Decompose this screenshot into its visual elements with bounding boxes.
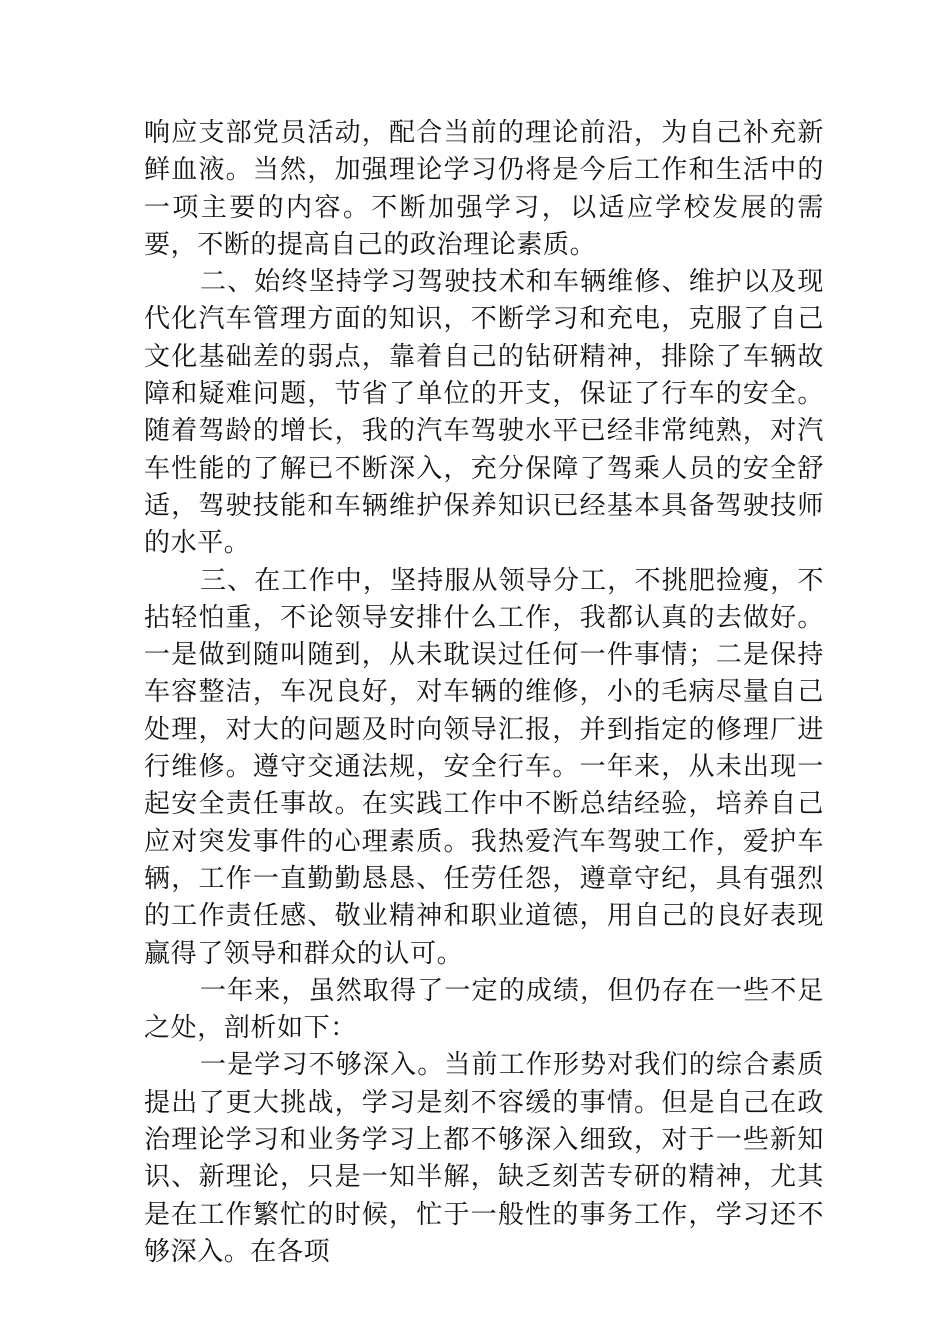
paragraph-5: 一是学习不够深入。当前工作形势对我们的综合素质提出了更大挑战，学习是刻不容缓的事情。但是自己在政治理论学习和业务学习上都不够深入细致，对于一些新知识、新理论，只是一知半解，缺乏刻苦专研的精神，尤其是在工作繁忙的时候，忙于一般性的事务工作，学习还不够深入。在各项 — [144, 1050, 824, 1267]
document-body — [144, 115, 824, 1271]
paragraph-2: 二、始终坚持学习驾驶技术和车辆维修、维护以及现代化汽车管理方面的知识，不断学习和充电，克服了自己文化基础差的弱点，靠着自己的钻研精神，排除了车辆故障和疑难问题，节省了单位的开支，保证了行车的安全。随着驾龄的增长，我的汽车驾驶水平已经非常纯熟，对汽车性能的了解已不断深入，充分保障了驾乘人员的安全舒适，驾驶技能和车辆维护保养知识已经基本具备驾驶技师的水平。 — [144, 267, 824, 559]
paragraph-3: 三、在工作中，坚持服从领导分工，不挑肥捡瘦，不拈轻怕重，不论领导安排什么工作，我都认真的去做好。一是做到随叫随到，从未耽误过任何一件事情；二是保持车容整洁，车况良好，对车辆的维修，小的毛病尽量自己处理，对大的问题及时向领导汇报，并到指定的修理厂进行维修。遵守交通法规，安全行车。一年来，从未出现一起安全责任事故。在实践工作中不断总结经验，培养自己应对突发事件的心理素质。我热爱汽车驾驶工作，爱护车辆，工作一直勤勤恳恳、任劳任怨，遵章守纪，具有强烈的工作责任感、敬业精神和职业道德，用自己的良好表现赢得了领导和群众的认可。 — [144, 565, 824, 969]
paragraph-4: 一年来，虽然取得了一定的成绩，但仍存在一些不足之处，剖析如下： — [144, 975, 824, 1044]
paragraph-1: 响应支部党员活动，配合当前的理论前沿，为自己补充新鲜血液。当然，加强理论学习仍将是今后工作和生活中的一项主要的内容。不断加强学习，以适应学校发展的需要，不断的提高自己的政治理论素质。 — [144, 118, 824, 260]
